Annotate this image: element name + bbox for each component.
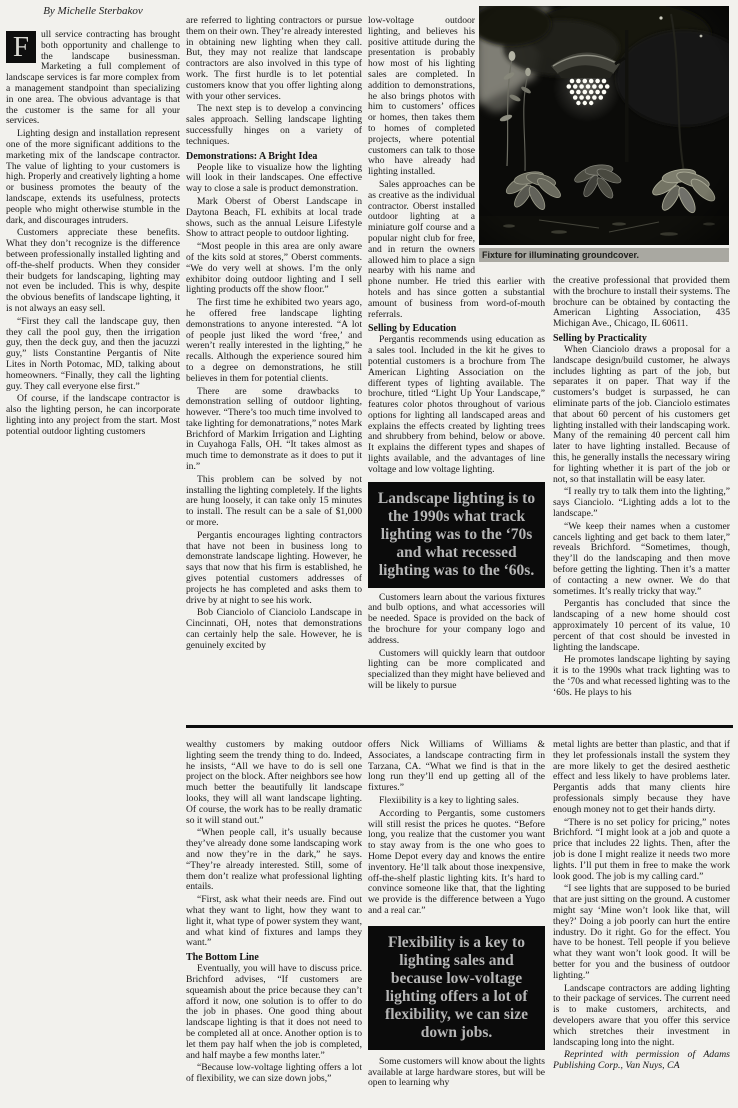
paragraph: Some customers will know about the lights available at large hardware stores, but will be open to learning why — [368, 1055, 545, 1089]
column-1 — [6, 30, 180, 460]
pull-quote-2: Flexibility is a key to lighting sales and because low-voltage lighting offers a lot of flexibility, we can size down jobs. — [368, 926, 545, 1050]
paragraph: The next step is to develop a convincing sales approach. Selling landscape lighting successfully hinges on a variety of techniques. — [186, 103, 362, 147]
paragraph: the creative professional that provided them with the brochure to install their systems. The brochure can be obtained by contacting the American Lighting Association, 435 Michigan Ave., Chicago, IL 60611. — [553, 276, 730, 330]
paragraph: Customers appreciate these benefits. What they don’t recognize is the difference between professionally installed lighting and off-the-shelf products. When they consider their budgets for landscaping, lighting may not even be included. This is why, despite the obvious benefits of landscape lighting, it is not always an easy sell. — [6, 227, 180, 314]
heading-selling-by-education: Selling by Education — [368, 323, 457, 335]
paragraph: Customers will quickly learn that outdoor lighting can be more complicated and specialized than they might have believed and will be likely to pursue — [368, 647, 545, 692]
paragraph: People like to visualize how the lighting will look in their landscapes. One effective way to close a sale is product demonstration. — [186, 161, 362, 195]
paragraph — [6, 30, 180, 127]
paragraph: Bob Cianciolo of Cianciolo Landscape in Cincinnati, OH, notes that demonstrations can certainly help the sale. However, he is genuinely excited by — [186, 607, 362, 651]
paragraph: Sales approaches can be as creative as the individual contractor. Oberst installed outdoor lighting at a miniature golf course and a popular night club for free, and in return the owners allowed him to place a sign nearby with his name and phone number. He tried this earlier with hotels and has since gotten a substantial amount of business from word-of-mouth referrals. — [368, 178, 545, 320]
pull-quote-1: Landscape lighting is to the 1990s what track lighting was to the ‘70s and what recessed lighting was to the ‘60s. — [368, 482, 545, 588]
paragraph: The first time he exhibited two years ago, he offered free landscape lighting demonstrations to anyone interested. “A lot of people just liked the word ‘free,’ and weren’t really interested in the lighting,” he recalls. Although the experience soured him to a degree on demonstrations, he still believes in them for potential clients. — [186, 297, 362, 384]
heading-the-bottom-line: The Bottom Line — [186, 952, 259, 964]
paragraph: Pergantis recommends using education as a sales tool. Included in the kit he gives to potential customers is a brochure from The American Lighting Association on the different types of lighting available. The brochure, titled “Light Up Your Landscape,” features color photos throughout of various options for lighting all landscaped areas and explains the effects created by lighting trees and shrubbery from behind, below or above. It explains the different types and shapes of lights available, and the advantages of line voltage and low voltage lighting. — [368, 334, 545, 475]
fixture-photo-image — [479, 6, 729, 245]
paragraph: Mark Oberst of Oberst Landscape in Daytona Beach, FL exhibits at local trade shows, such as the annual Leisure Lifestyle Show to attract people to outdoor lighting. — [186, 195, 362, 240]
paragraph: “I see lights that are supposed to be buried that are just sitting on the ground. A customer might say ‘Mine won’t look like that, will they?’ Doing a job poorly can hurt the entire industry. Do it right. Go for the effect. You have to be honest. Tell people if you believe what they want won’t look good. It will be better for you and the business of outdoor lighting.” — [553, 883, 730, 981]
paragraph: Pergantis encourages lighting contractors that have not been in business long to demonstrate landscape lighting. However, he says that now that his firm is established, he gives potential customers addresses of projects he has completed and asks them to drive by at night to see his work. — [186, 529, 362, 606]
paragraph: There are some drawbacks to demonstration selling of outdoor lighting, however. “There’s too much time involved to take lighting for demonatrations,” notes Mark Brichford of Markim Irrigation and Lighting in Cuyahoga Falls, OH. “It takes almost as much time to demonstrate as it does to put it in.” — [186, 385, 362, 473]
paragraph: Flexiibility is a key to lighting sales. — [379, 794, 519, 806]
paragraph-text: ull service contracting has brought both opportunity and challenge to the landscape businessman. Marketing a full complement of landscape services is far more complex from a management standpoint than specializing in one area. The obvious advantage is that the customer is the same for all your services. — [6, 30, 180, 127]
paragraph: Landscape contractors are adding lighting to their package of services. The current need is to make customers, architects, and developers aware that you offer this service which stretches their investment in landscaping long into the night. — [553, 982, 730, 1048]
paragraph: “Because low-voltage lighting offers a lot of flexibility, we can size down jobs,” — [186, 1062, 362, 1085]
garden-night-scene — [479, 6, 729, 245]
column-2 — [186, 16, 362, 724]
paragraph: According to Pergantis, some customers will still resist the prices he quotes. “Before long, you realize that the customer you want to stay away from is the one who goes to Home Depot every day and knows the entire inventory. He’ll talk about those inexpensive, off-the-shelf plastic lighting kits. It’s hard to convince someone like that, that the lighting we provide is the difference between a Yugo and a real car.” — [368, 807, 545, 916]
paragraph: “First they call the landscape guy, then they call the pool guy, then the irrigation guy, then the deck guy, and then the jacuzzi guy,” lists Constantine Pergantis of Nite Lites in North Potomac, MD, talking about homeowners. “Finally, they call the lighting guy. They call everyone else first.” — [6, 315, 180, 392]
photo-caption: Fixture for illuminating groundcover. — [479, 248, 729, 262]
fixture-photo — [479, 6, 729, 262]
heading-selling-by-practicality: Selling by Practicality — [553, 332, 647, 344]
paragraph: are referred to lighting contractors or pursue them on their own. They’re already interested in obtaining new lighting when they call. But, they may not realize that landscape contractors are also involved in this type of work. The first hurdle is to let potential customers know that you offer lighting along with your other services. — [186, 16, 362, 102]
drop-cap: F — [6, 31, 36, 63]
paragraph: “I really try to talk them into the lighting,” says Cianciolo. “Lighting adds a lot to the landscape.” — [553, 486, 730, 519]
paragraph: metal lights are better than plastic, and that if they let professionals install the system they are more likely to get the desired aesthetic effect and less likely to have problems later. Pergantis adds that many clients hire professionals simply because they have enough money not to get their hands dirty. — [553, 740, 730, 815]
paragraph: Eventually, you will have to discuss price. Brichford advises, “If customers are squeamish about the price because they can’t afford it now, one solution is to offer to do the job in phases. One good thing about landscape lighting is that it does not need to be completed all at once. Another option is to let them pay half when the job is completed, and half maybe a few months later.” — [186, 963, 362, 1061]
paragraph: “There is no set policy for pricing,” notes Brichford. “I might look at a job and quote a price that includes 22 lights. Then, after the job is done I might realize it needs two more lights. I’ll put them in free to make the work look good. The job is my calling card.” — [553, 816, 730, 882]
paragraph: Of course, if the landscape contractor is also the lighting person, he can incorporate lighting into any project from the start. Most potential outdoor lighting customers — [6, 393, 180, 437]
heading-demonstrations: Demonstrations: A Bright Idea — [186, 150, 318, 162]
paragraph: This problem can be solved by not installing the lighting completely. If the lights are hung loosely, it can take only 15 minutes to install. The result can be a sale of $1,000 or more. — [186, 473, 362, 529]
paragraph: offers Nick Williams of Williams & Associates, a landscape contracting firm in Tarzana, CA. “What we find is that in the long run they’ll end up getting all of the fixtures.” — [368, 740, 545, 794]
paragraph: “First, ask what their needs are. Find out what they want to light, how they want to light it, what type of power system they want, and what kind of fixtures and lamps they want.” — [186, 894, 362, 949]
paragraph: “When people call, it’s usually because they’ve already done some landscaping work and now they’re in the dark,” he says. “They’re already interested. Still, some of them don’t realize what professional lighting entails. — [186, 827, 362, 893]
paragraph: “We keep their names when a customer cancels lighting and get back to them later,” reveals Brichford. “Sometimes, though, they’ll do the landscaping and then move before getting the lighting. Then it’s a matter of contacting a new owner. We do that sometimes. It’s really tricky that way.” — [553, 520, 730, 597]
column-4 — [553, 276, 730, 724]
byline: By Michelle Sterbakov — [43, 5, 143, 17]
section-divider — [186, 725, 733, 728]
paragraph: He promotes landscape lighting by saying it is to the 1990s what track lighting was to the ‘70s and what recessed lighting was to the ‘60s. He plays to his — [553, 654, 730, 698]
paragraph: wealthy customers by making outdoor lighting seem the trendy thing to do. Indeed, he insists, “All we have to do is sell one project on the block. After neighbors see how much better the beautifully lit landscape looks, they will all want landscape lighting. Of course, the work has to be really dramatic so it will stand out.” — [186, 740, 362, 826]
bottom-column-1 — [186, 740, 362, 1106]
paragraph: Pergantis has concluded that since the landscaping of a new home should cost approximately 10 percent of its value, 10 percent of that cost should be invested in lighting the landscape. — [553, 598, 730, 653]
paragraph: When Cianciolo draws a proposal for a landscape design/build customer, he always includes lighting as part of the job, but separates it on paper. That way if the customers’s budget is surpassed, he can eliminate parts of the job. Cianciolo estimates that about 60 percent of his customers get lighting installed with their landscaping work. Many of the remaining 40 percent call him later to have lighting installed. Because of this, he generally installs the necessary wiring for lighting whether it is part of the job or not, so that installatin will be easy later. — [553, 343, 730, 485]
paragraph: Lighting design and installation represent one of the more significant additions to the marketing mix of the landscape contractor. The value of lighting to your customers is high. Properly and creatively lighting a home or business promotes the beauty of the landscape, extends its usefulness, protects people who might otherwise stumble in the dark, and discourages intruders. — [6, 128, 180, 226]
bottom-column-2 — [368, 740, 545, 1106]
paragraph: “Most people in this area are only aware of the kits sold at stores,” Oberst comments. “We do very well at shows. I’m the only exhibitor doing outdoor lighting and I sell lighting products off the show floor.” — [186, 241, 362, 296]
bottom-column-3 — [553, 740, 730, 1106]
paragraph: low-voltage outdoor lighting, and believes his positive attitude during the presentation is probably how most of his lighting sales are completed. In addition to demonstrations, he also brings photos with him to customers’ offices or homes, then takes them to homes of completed projects, where potential customers can talk to those who have already had lighting installed. — [368, 16, 475, 178]
reprint-credit: Reprinted with permission of Adams Publishing Corp., Van Nuys, CA — [553, 1049, 730, 1072]
paragraph: Customers learn about the various fixtures and bulb options, and what accessories will be needed. Space is provided on the back of the brochure for your company logo and address. — [368, 591, 545, 646]
